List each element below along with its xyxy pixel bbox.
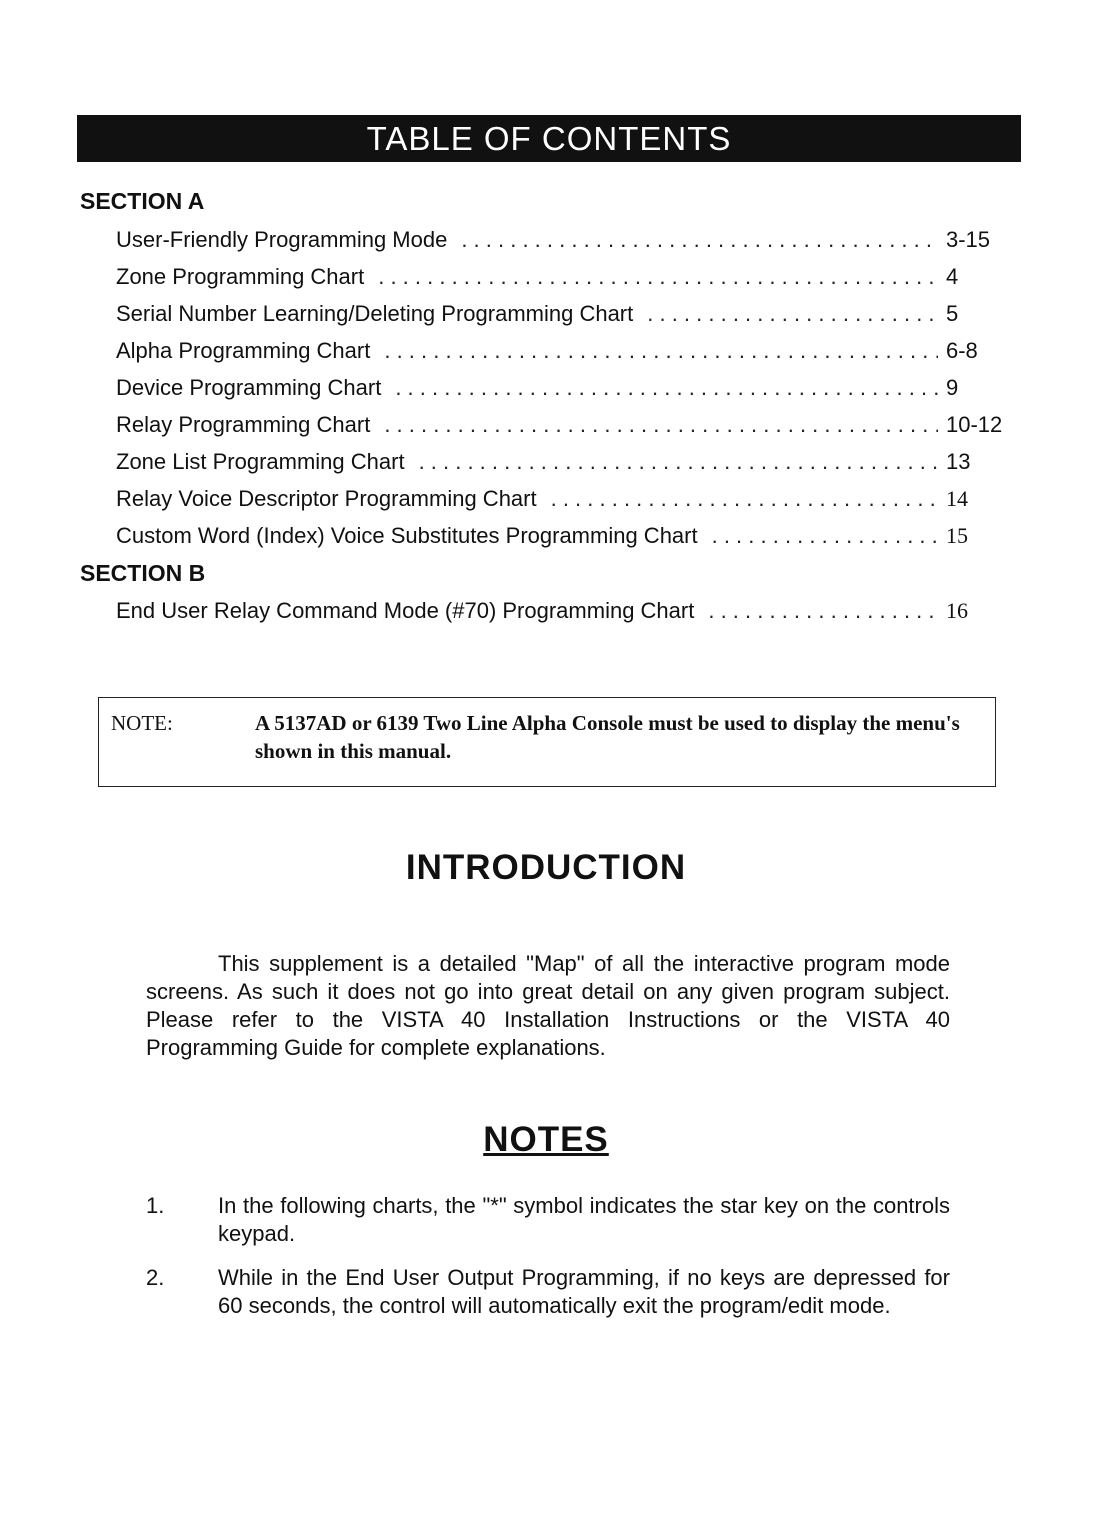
section-a-heading: SECTION A [80, 188, 205, 214]
introduction-body: This supplement is a detailed "Map" of all the interactive program mode screens. As such it does not go into great detail on any given program subject. Please refer to the VISTA 40 Installation Instructions or the VISTA 40 Programming Guide for complete explanations. [146, 951, 950, 1060]
toc-entry-page: 3-15 [946, 227, 991, 252]
toc-dot-leader [395, 373, 938, 403]
toc-entry [116, 521, 1016, 551]
toc-entry [116, 225, 1016, 255]
toc-entry-title: Alpha Programming Chart [116, 338, 371, 363]
toc-banner: TABLE OF CONTENTS [77, 115, 1021, 162]
notes-title: NOTES [483, 1120, 609, 1159]
toc-entry-page: 9 [946, 375, 959, 400]
toc-entry [116, 596, 1016, 626]
toc-dot-leader [461, 225, 938, 255]
toc-entry-title: Relay Programming Chart [116, 412, 371, 437]
introduction-title: INTRODUCTION [405, 848, 687, 887]
toc-entry-title: Serial Number Learning/Deleting Programming Chart [116, 301, 634, 326]
toc-entry [116, 336, 1016, 366]
list-item [146, 1264, 950, 1320]
toc-entry-title: Device Programming Chart [116, 375, 382, 400]
list-item-number: 2. [146, 1265, 165, 1290]
toc-entry-page: 16 [946, 598, 968, 623]
toc-entry-page: 10-12 [946, 412, 1003, 437]
note-label: NOTE: [111, 711, 173, 735]
section-b-heading: SECTION B [80, 560, 206, 586]
toc-entry-title: Custom Word (Index) Voice Substitutes Programming Chart [116, 523, 698, 548]
list-item [146, 1192, 950, 1248]
note-text: A 5137AD or 6139 Two Line Alpha Console must be used to display the menu's shown in this manual. [255, 711, 960, 763]
toc-entry [116, 373, 1016, 403]
toc-dot-leader [712, 521, 938, 551]
toc-dot-leader [647, 299, 938, 329]
toc-entry-page: 14 [946, 486, 968, 511]
toc-entry [116, 447, 1016, 477]
toc-dot-leader [378, 262, 938, 292]
toc-entry-page: 6-8 [946, 338, 978, 363]
toc-entry [116, 410, 1016, 440]
list-item-number: 1. [146, 1193, 165, 1218]
toc-entry-title: User-Friendly Programming Mode [116, 227, 448, 252]
toc-entry-page: 5 [946, 301, 959, 326]
toc-entry-title: Zone List Programming Chart [116, 449, 405, 474]
toc-dot-leader [419, 447, 938, 477]
toc-dot-leader [551, 484, 938, 514]
toc-entry [116, 299, 1016, 329]
note-box [98, 697, 996, 787]
toc-entry-title: Relay Voice Descriptor Programming Chart [116, 486, 537, 511]
toc-entry-page: 15 [946, 523, 968, 548]
toc-entry-page: 13 [946, 449, 971, 474]
toc-dot-leader [708, 596, 938, 626]
list-item-text: In the following charts, the "*" symbol indicates the star key on the controls keypad. [218, 1193, 950, 1246]
toc-entry-title: End User Relay Command Mode (#70) Programming Chart [116, 598, 695, 623]
toc-dot-leader [384, 410, 938, 440]
toc-dot-leader [384, 336, 938, 366]
toc-entry [116, 262, 1016, 292]
toc-entry-page: 4 [946, 264, 959, 289]
toc-entry [116, 484, 1016, 514]
list-item-text: While in the End User Output Programming, if no keys are depressed for 60 seconds, the control will automatically exit the program/edit mode. [218, 1265, 950, 1318]
toc-entry-title: Zone Programming Chart [116, 264, 365, 289]
